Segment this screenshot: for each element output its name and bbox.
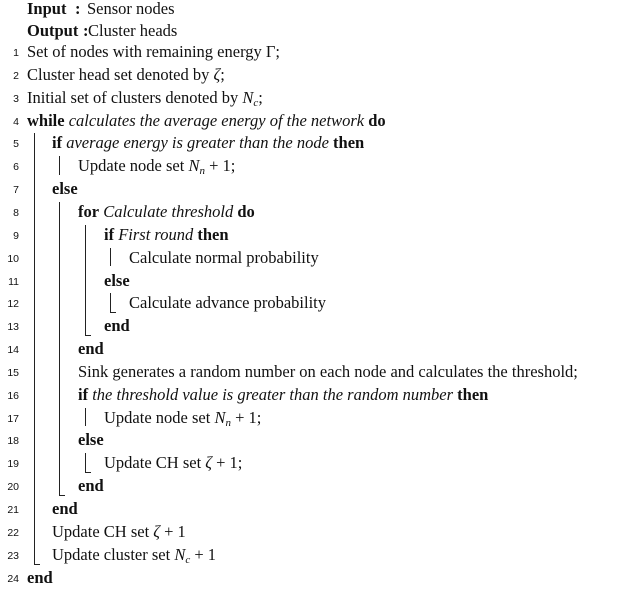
input-separator: : [75, 0, 81, 18]
subscript: n [225, 416, 231, 429]
code-text: Sink generates a random number on each node and calculates the threshold; [78, 361, 578, 381]
italic-text: Calculate threshold [99, 201, 238, 221]
keyword: else [78, 430, 104, 450]
block-rule-tick [110, 312, 116, 313]
block-rule-tick [85, 335, 91, 336]
keyword: end [27, 567, 53, 587]
line-code [52, 521, 186, 544]
line-number: 17 [7, 412, 19, 425]
line-number: 4 [13, 115, 19, 128]
keyword: else [52, 179, 78, 199]
line-number: 7 [13, 184, 19, 197]
keyword: then [457, 384, 489, 404]
line-code [129, 292, 326, 315]
line-code [52, 498, 78, 521]
keyword: end [78, 476, 104, 496]
line-code [52, 132, 364, 155]
line-code [78, 361, 578, 384]
line-number: 23 [7, 549, 19, 562]
code-text: + 1; [230, 407, 262, 427]
code-text: Update node set [78, 156, 189, 176]
code-text: Update CH set [52, 521, 154, 541]
line-code [27, 41, 280, 64]
italic-text: ζ [213, 64, 221, 84]
code-text: + 1 [190, 544, 217, 564]
line-number: 24 [7, 572, 19, 585]
line-code [78, 155, 235, 183]
italic-text: calculates the average energy of the network [64, 110, 369, 130]
code-text: Calculate normal probability [129, 247, 319, 267]
block-rule [85, 453, 86, 472]
line-code [78, 475, 104, 498]
block-rule [110, 248, 111, 267]
block-rule-tick [59, 495, 65, 496]
keyword: end [104, 316, 130, 336]
line-number: 22 [7, 526, 19, 539]
italic-text: ζ [153, 521, 160, 541]
line-code [104, 315, 130, 338]
keyword: then [197, 224, 229, 244]
line-code [52, 178, 78, 201]
block-rule [85, 408, 86, 427]
keyword: end [78, 339, 104, 359]
line-number: 1 [13, 47, 19, 59]
code-text: Calculate advance probability [129, 293, 327, 313]
line-number: 18 [7, 435, 19, 448]
line-code [78, 338, 104, 361]
keyword: while [27, 110, 65, 130]
line-number: 3 [13, 92, 19, 105]
code-text: Update CH set [104, 453, 206, 473]
italic-text: average energy is greater than the node [62, 133, 334, 153]
input-line [27, 0, 175, 20]
line-number: 21 [7, 504, 19, 516]
line-number: 20 [7, 481, 19, 494]
line-number: 5 [13, 138, 19, 151]
keyword: do [237, 201, 255, 221]
italic-text: N [174, 544, 186, 564]
code-text: Update cluster set [52, 544, 175, 564]
subscript: c [253, 96, 259, 109]
line-number: 11 [8, 275, 19, 288]
line-number: 12 [7, 298, 19, 311]
line-code [27, 567, 53, 590]
italic-text: N [242, 87, 254, 107]
code-text: + 1; [211, 453, 243, 473]
line-code [104, 224, 229, 247]
italic-text: the threshold value is greater than the random number [88, 384, 458, 404]
line-number: 6 [13, 161, 19, 174]
line-code [104, 407, 261, 435]
block-rule [59, 202, 60, 495]
line-number: 13 [7, 321, 19, 334]
code-text: + 1 [159, 521, 186, 541]
line-code [104, 452, 242, 475]
code-text: Initial set of clusters denoted by [27, 87, 243, 107]
line-number: 14 [7, 344, 19, 357]
output-line [27, 20, 177, 42]
line-code [27, 64, 225, 87]
line-code [52, 544, 216, 572]
line-code [78, 201, 255, 224]
subscript: c [185, 553, 191, 566]
code-text: Cluster head set denoted by [27, 64, 214, 84]
keyword: do [368, 110, 386, 130]
italic-text: First round [114, 224, 198, 244]
block-rule [34, 133, 35, 563]
keyword: for [78, 201, 100, 221]
line-number: 16 [7, 389, 19, 402]
line-number: 8 [13, 206, 19, 219]
output-value: Cluster heads [88, 21, 178, 40]
keyword: if [52, 133, 63, 153]
line-number: 9 [13, 229, 19, 242]
block-rule [110, 293, 111, 312]
code-text: + 1; [204, 156, 236, 176]
keyword: else [104, 270, 130, 290]
italic-text: N [214, 407, 226, 427]
subscript: n [199, 165, 205, 178]
keyword: if [78, 384, 89, 404]
line-number: 15 [7, 366, 19, 379]
line-code [129, 247, 319, 270]
code-text: ; [220, 64, 225, 84]
line-code [104, 270, 130, 293]
line-number: 2 [13, 69, 19, 82]
block-rule-tick [85, 472, 91, 473]
code-text: Update node set [104, 407, 215, 427]
code-text: ; [258, 87, 263, 107]
line-code [78, 384, 488, 407]
output-label: Output [27, 21, 79, 40]
output-separator: : [83, 21, 89, 40]
keyword: then [333, 133, 365, 153]
italic-text: ζ [205, 453, 212, 473]
input-value: Sensor nodes [87, 0, 175, 18]
line-code [78, 429, 104, 452]
line-code [27, 110, 386, 133]
input-label: Input [27, 0, 67, 18]
block-rule [59, 156, 60, 175]
line-number: 10 [7, 252, 19, 265]
code-text: Set of nodes with remaining energy Γ; [27, 42, 281, 61]
italic-text: N [188, 156, 200, 176]
keyword: end [52, 499, 78, 518]
line-number: 19 [7, 458, 19, 471]
block-rule-tick [34, 564, 40, 565]
block-rule [85, 225, 86, 335]
keyword: if [104, 224, 115, 244]
